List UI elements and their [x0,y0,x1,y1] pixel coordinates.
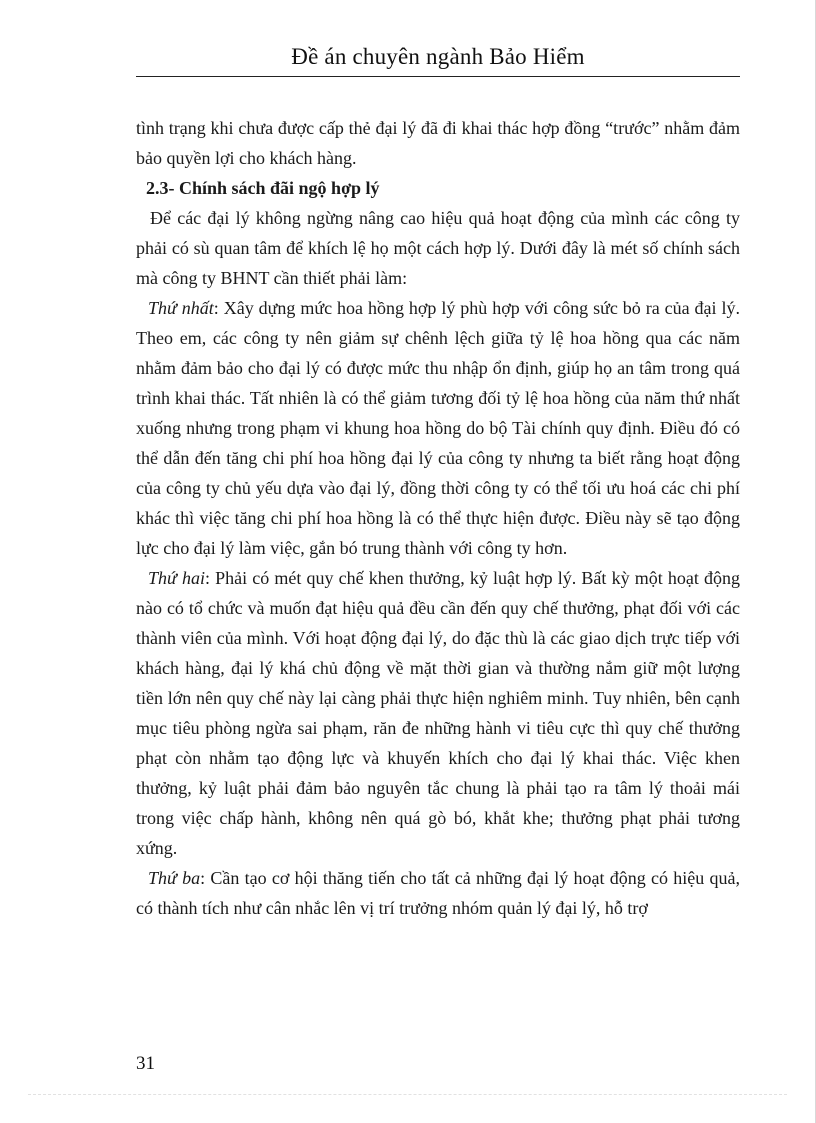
page-bottom-rule [28,1094,787,1095]
body-text [136,113,740,923]
paragraph-first [136,293,740,563]
paragraph-first-text: : Xây dựng mức hoa hồng hợp lý phù hợp với công sức bỏ ra của đại lý. Theo em, các công ty nên giảm sự chênh lệch giữa tỷ lệ hoa hồng qua các năm nhằm đảm bảo cho đại lý có được mức thu nhập ổn định, giúp họ an tâm trong quá trình khai thác. Tất nhiên là có thể giảm tương đối tỷ lệ hoa hồng của năm thứ nhất xuống nhưng trong phạm vi khung hoa hồng do bộ Tài chính quy định. Điều đó có thể dẫn đến tăng chi phí hoa hồng đại lý của công ty nhưng ta biết rằng hoạt động của công ty chủ yếu dựa vào đại lý, đồng thời công ty có thể tối ưu hoá các chi phí khác thì việc tăng chi phí hoa hồng là có thể thực hiện được. Điều này sẽ tạo động lực cho đại lý làm việc, gắn bó trung thành với công ty hơn. [136,298,740,558]
running-header-title: Đề án chuyên ngành Bảo Hiểm [291,44,585,69]
paragraph-third-text: : Cần tạo cơ hội thăng tiến cho tất cả những đại lý hoạt động có hiệu quả, có thành tích như cân nhắc lên vị trí trưởng nhóm quản lý đại lý, hỗ trợ [136,868,741,918]
paragraph-third [136,863,740,923]
header-rule [136,76,740,77]
paragraph-intro: Để các đại lý không ngừng nâng cao hiệu quả hoạt động của mình các công ty phải có sù quan tâm để khích lệ họ một cách hợp lý. Dưới đây là mét số chính sách mà công ty BHNT cần thiết phải làm: [136,208,740,288]
paragraph-second [136,563,740,863]
section-heading: 2.3- Chính sách đãi ngộ hợp lý [146,178,380,198]
page-number: 31 [136,1053,155,1074]
paragraph-second-lead: Thứ hai [148,568,205,588]
paragraph-first-lead: Thứ nhất [148,298,214,318]
paragraph-continuation: tình trạng khi chưa được cấp thẻ đại lý đã đi khai thác hợp đồng “trước” nhằm đảm bảo quyền lợi cho khách hàng. [136,118,740,168]
paragraph-second-text: : Phải có mét quy chế khen thưởng, kỷ luật hợp lý. Bất kỳ một hoạt động nào có tổ chức và muốn đạt hiệu quả đều cần đến quy chế thưởng, phạt đối với các thành viên của mình. Với hoạt động đại lý, do đặc thù là các giao dịch trực tiếp với khách hàng, đại lý khá chủ động về mặt thời gian và thường nắm giữ một lượng tiền lớn nên quy chế này lại càng phải thực hiện nghiêm minh. Tuy nhiên, bên cạnh mục tiêu phòng ngừa sai phạm, răn đe những hành vi tiêu cực thì quy chế thưởng phạt còn nhằm tạo động lực và khuyến khích cho đại lý khai thác. Việc khen thưởng, kỷ luật phải đảm bảo nguyên tắc chung là phải tạo ra tâm lý thoải mái trong việc chấp hành, không nên quá gò bó, khắt khe; thưởng phạt phải tương xứng. [136,568,740,858]
paragraph-third-lead: Thứ ba [148,868,201,888]
